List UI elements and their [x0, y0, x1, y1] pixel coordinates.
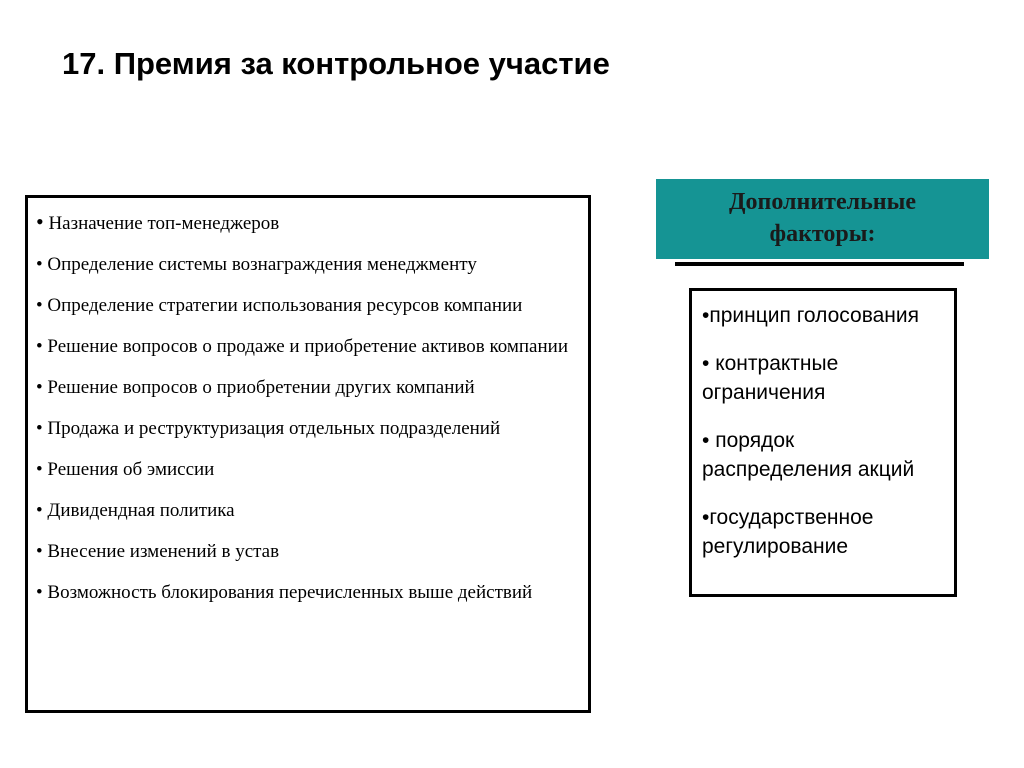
list-item-text: Возможность блокирования перечисленных выше действий: [42, 582, 533, 603]
list-item: [36, 251, 580, 279]
additional-factors-list: [689, 288, 957, 597]
bullet: •: [702, 429, 710, 452]
bullet: •: [36, 209, 44, 234]
bullet: •: [36, 500, 43, 521]
factor-item: [702, 349, 946, 407]
list-item-text: Решения об эмиссии: [42, 459, 215, 480]
factor-item: [702, 426, 946, 484]
list-item: [36, 374, 580, 402]
bullet: •: [36, 541, 43, 562]
list-item-text: Определение стратегии использования ресурсов компании: [42, 295, 523, 316]
list-item: [36, 292, 580, 320]
bullet: •: [36, 336, 43, 357]
list-item: [36, 497, 580, 525]
slide-title: 17. Премия за контрольное участие: [62, 46, 610, 81]
bullet: •: [36, 459, 43, 480]
list-item: [36, 538, 580, 566]
header-line: факторы:: [769, 221, 876, 247]
list-item: [36, 415, 580, 443]
header-line: Дополнительные: [729, 189, 916, 215]
bullet: •: [36, 377, 43, 398]
bullet: •: [702, 506, 710, 529]
list-item-text: Определение системы вознаграждения менеджменту: [42, 254, 477, 275]
list-item: [36, 579, 580, 607]
list-item: [36, 208, 580, 238]
bullet: •: [702, 304, 710, 327]
list-item-text: Решение вопросов о продаже и приобретение активов компании: [42, 336, 568, 357]
list-item-text: Продажа и реструктуризация отдельных подразделений: [42, 418, 501, 439]
list-item-text: Внесение изменений в устав: [42, 541, 280, 562]
list-item-text: Решение вопросов о приобретении других компаний: [42, 377, 475, 398]
additional-factors-header: [656, 179, 989, 259]
list-item-text: Дивидендная политика: [42, 500, 235, 521]
header-underline-divider: [675, 262, 964, 266]
bullet: •: [36, 582, 43, 603]
factor-item: [702, 301, 946, 330]
factor-item-text: принцип голосования: [709, 304, 920, 327]
bullet: •: [36, 295, 43, 316]
list-item: [36, 456, 580, 484]
factor-item-text: контрактные ограничения: [702, 352, 839, 404]
bullet: •: [702, 352, 710, 375]
bullet: •: [36, 254, 43, 275]
factor-item-text: порядок распределения акций: [702, 429, 915, 481]
list-item: [36, 333, 580, 361]
bullet: •: [36, 418, 43, 439]
control-rights-list: [25, 195, 591, 713]
factor-item: [702, 503, 946, 561]
factor-item-text: государственное регулирование: [702, 506, 874, 558]
list-item-text: Назначение топ-менеджеров: [43, 213, 280, 234]
